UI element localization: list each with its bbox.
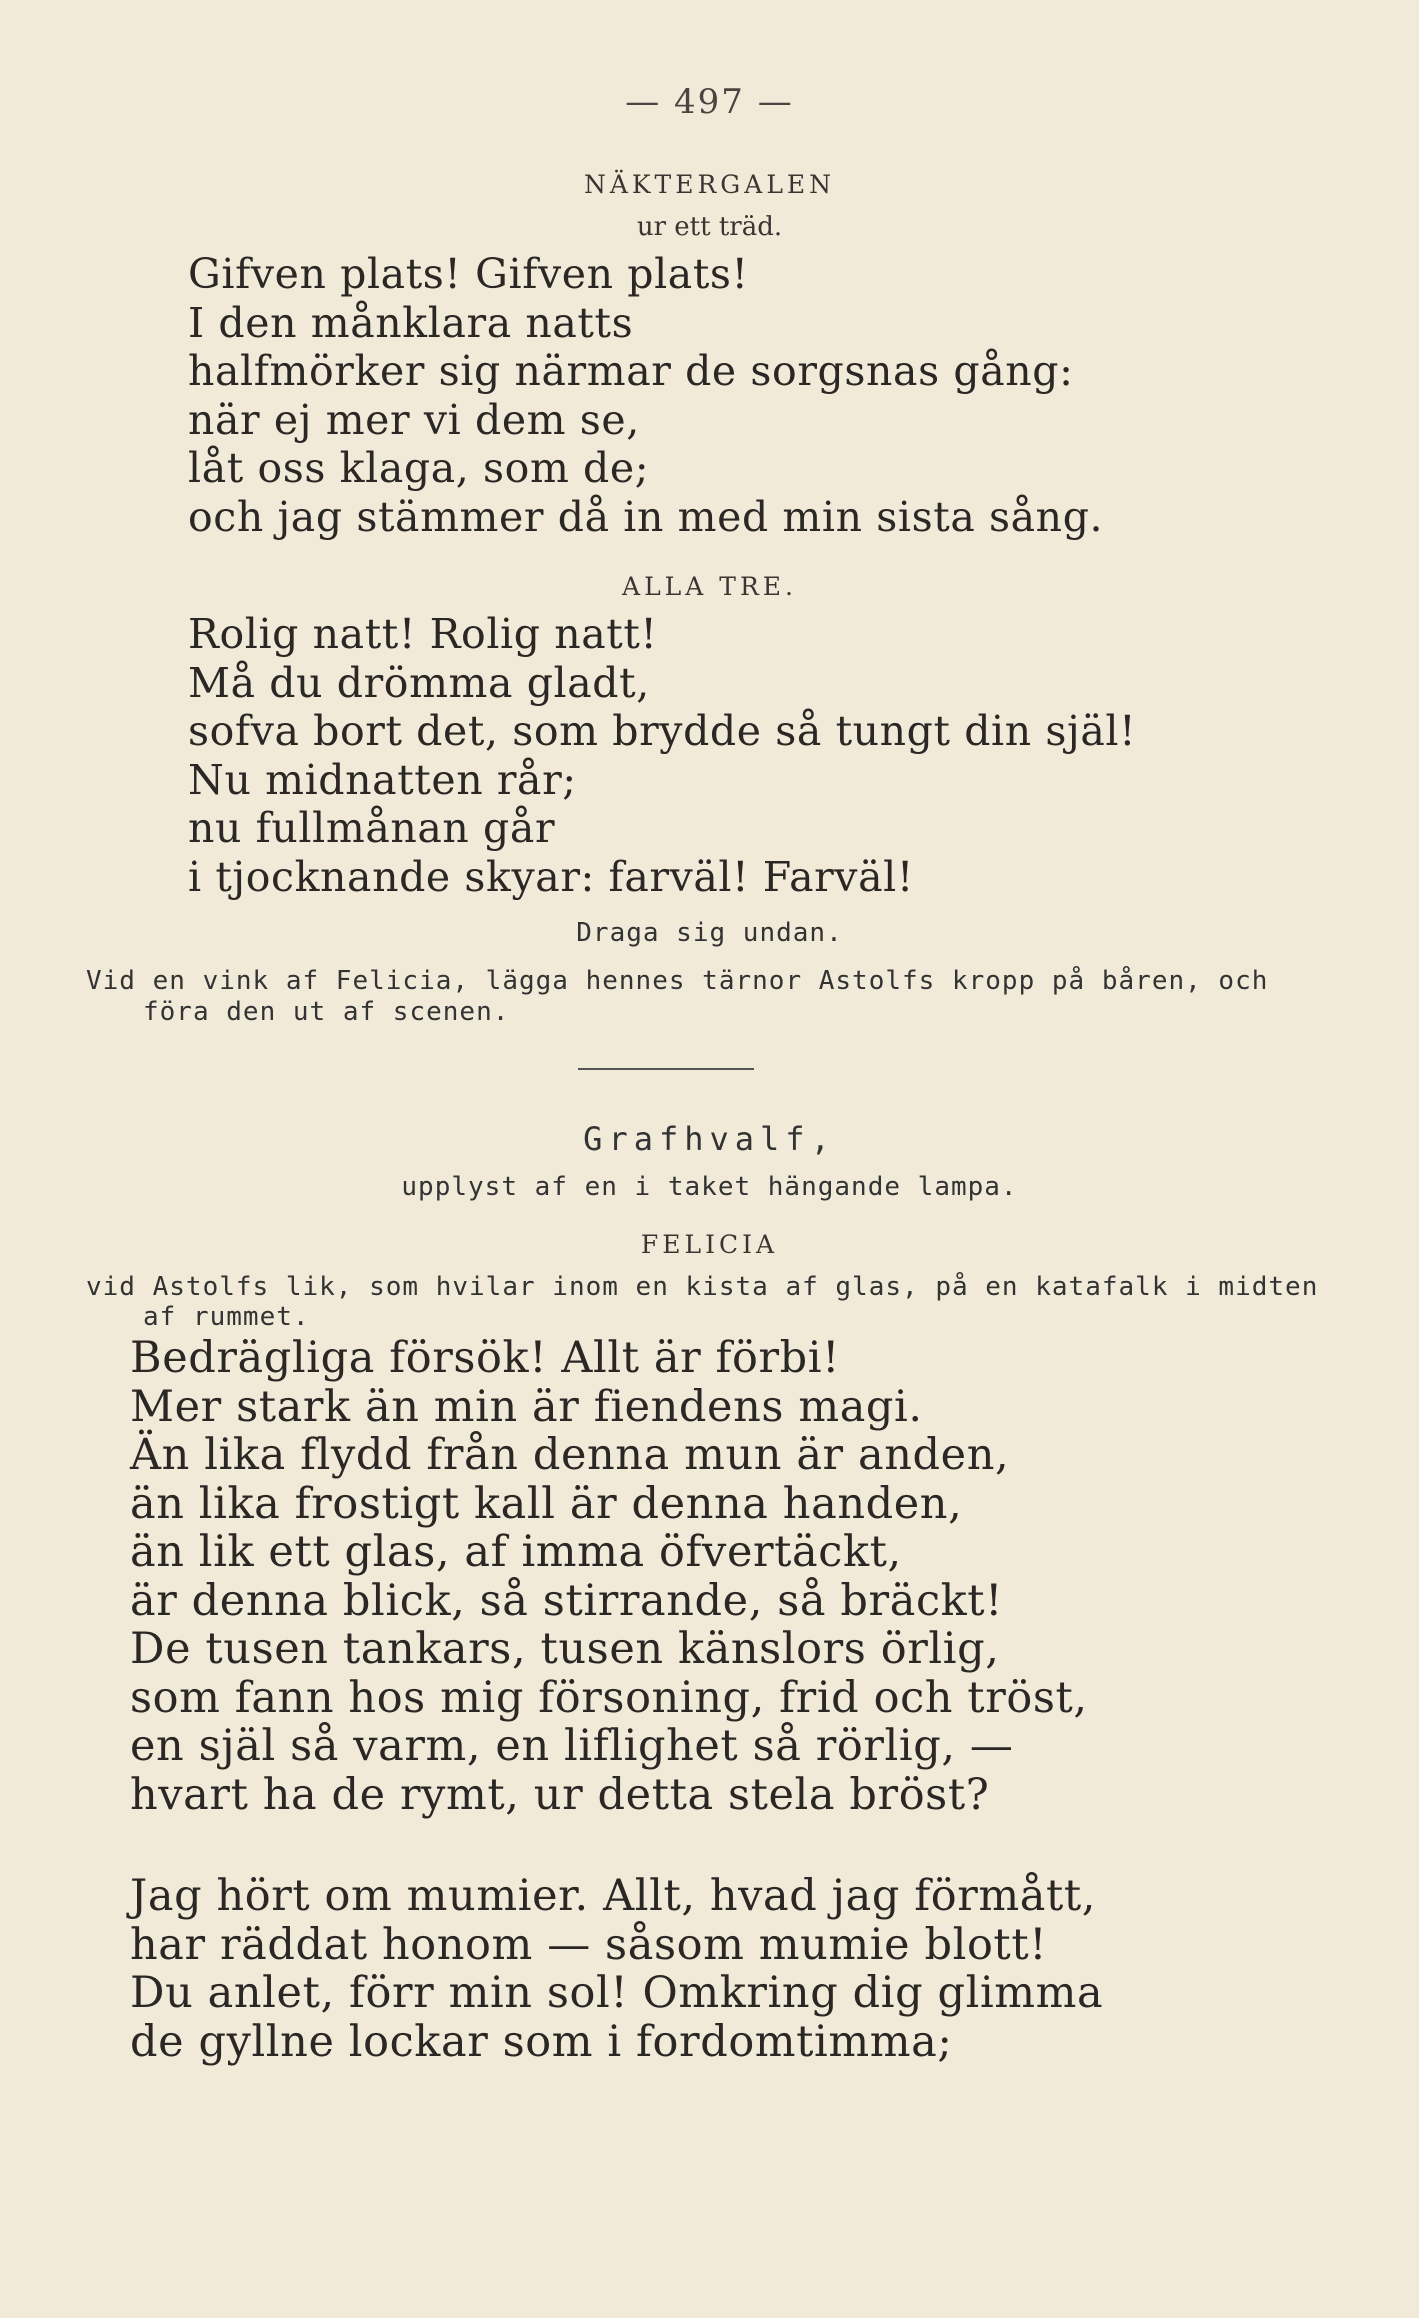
stage-direction-draga-sig-undan: Draga sig undan. bbox=[576, 918, 843, 948]
verse-line: Rolig natt! Rolig natt! bbox=[188, 610, 658, 658]
stage-direction-ur-ett-trad: ur ett träd. bbox=[636, 212, 783, 242]
verse-line: Bedrägliga försök! Allt är förbi! bbox=[130, 1333, 841, 1383]
verse-line: låt oss klaga, som de; bbox=[188, 444, 650, 492]
verse-line: som fann hos mig försoning, frid och tröst, bbox=[130, 1672, 1088, 1723]
verse-line: Gifven plats! Gifven plats! bbox=[188, 250, 749, 298]
verse-line: en själ så varm, en liflighet så rörlig, — bbox=[130, 1721, 1014, 1771]
verse-line: sofva bort det, som brydde så tungt din själ! bbox=[188, 707, 1137, 755]
verse-line: Må du drömma gladt, bbox=[188, 658, 650, 707]
section-divider bbox=[578, 1068, 754, 1070]
verse-block-felicia-continued bbox=[130, 1872, 1103, 2066]
verse-block-felicia bbox=[130, 1334, 1088, 1819]
speaker-heading-alla-tre: ALLA TRE. bbox=[622, 572, 797, 601]
verse-line: Du anlet, förr min sol! Omkring dig glimma bbox=[130, 1968, 1104, 2018]
verse-line: I den månklara natts bbox=[188, 298, 634, 347]
scene-title: Grafhvalf, bbox=[583, 1120, 836, 1158]
speaker-heading-naktergalen: NÄKTERGALEN bbox=[583, 170, 836, 199]
verse-line: de gyllne lockar som i fordomtimma; bbox=[130, 2016, 953, 2067]
verse-line: De tusen tankars, tusen känslors örlig, bbox=[130, 1624, 1000, 1674]
verse-line: när ej mer vi dem se, bbox=[188, 395, 640, 444]
verse-block-naktergalen bbox=[188, 250, 1103, 541]
verse-line: nu fullmånan går bbox=[188, 804, 556, 852]
verse-line: än lik ett glas, af imma öfvertäckt, bbox=[130, 1527, 902, 1577]
verse-line: halfmörker sig närmar de sorgsnas gång: bbox=[188, 347, 1074, 395]
stage-direction-line: Vid en vink af Felicia, lägga hennes tärnor Astolfs kropp på båren, och bbox=[86, 966, 1269, 996]
verse-block-alla-tre bbox=[188, 610, 1136, 901]
verse-line: Jag hört om mumier. Allt, hvad jag förmått, bbox=[130, 1871, 1097, 1921]
scene-subtitle: upplyst af en i taket hängande lampa. bbox=[401, 1172, 1018, 1202]
verse-line: Nu midnatten rår; bbox=[188, 755, 577, 804]
stage-direction-line: föra den ut af scenen. bbox=[143, 997, 510, 1027]
page-number: — 497 — bbox=[625, 82, 794, 122]
stage-direction-line: af rummet. bbox=[143, 1302, 310, 1332]
verse-line: har räddat honom — såsom mumie blott! bbox=[130, 1919, 1048, 1970]
verse-line: hvart ha de rymt, ur detta stela bröst? bbox=[130, 1769, 990, 1820]
verse-line: är denna blick, så stirrande, så bräckt! bbox=[130, 1575, 1004, 1626]
verse-line: Mer stark än min är fiendens magi. bbox=[130, 1381, 923, 1432]
verse-line: Än lika flydd från denna mun är anden, bbox=[130, 1430, 1010, 1480]
stage-direction-line: vid Astolfs lik, som hvilar inom en kista af glas, på en katafalk i midten bbox=[86, 1272, 1319, 1302]
verse-line: än lika frostigt kall är denna handen, bbox=[130, 1478, 963, 1529]
verse-line: i tjocknande skyar: farväl! Farväl! bbox=[188, 852, 914, 901]
speaker-heading-felicia: FELICIA bbox=[640, 1230, 779, 1259]
verse-line: och jag stämmer då in med min sista sång. bbox=[188, 492, 1104, 541]
